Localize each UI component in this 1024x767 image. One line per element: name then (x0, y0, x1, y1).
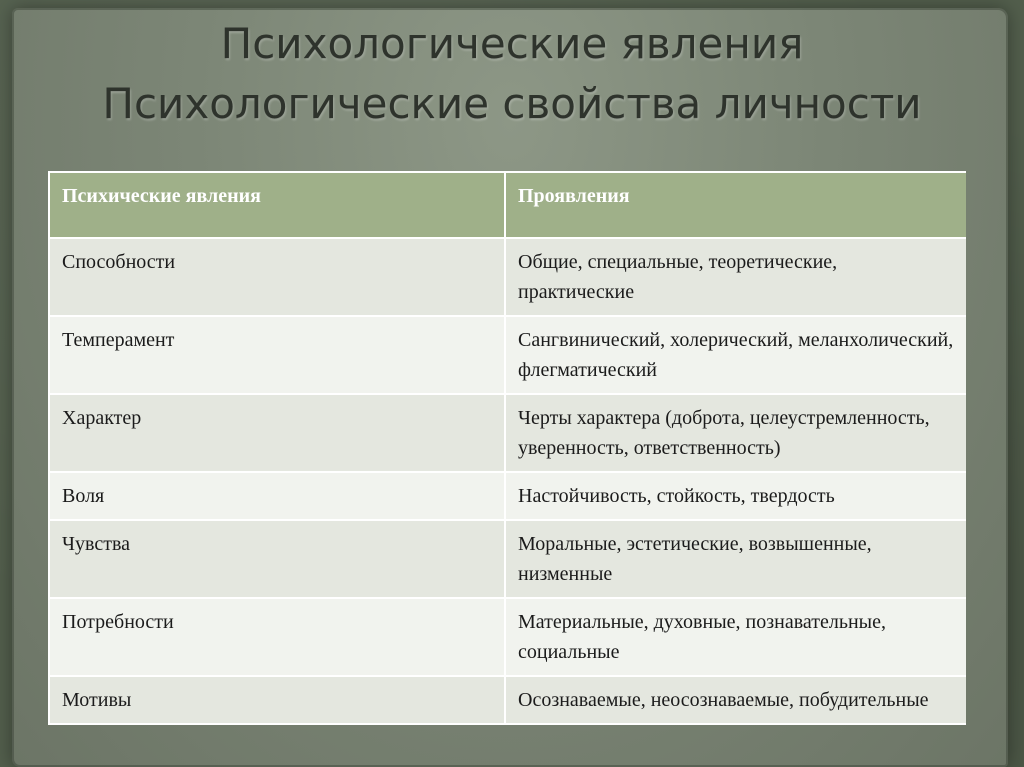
cell-phenomenon: Мотивы (49, 676, 505, 724)
cell-manifestation: Черты характера (доброта, целеустремленность, уверенность, ответственность) (505, 394, 966, 472)
header-manifestations: Проявления (505, 172, 966, 238)
table-row (49, 598, 966, 676)
phenomena-table (48, 171, 966, 725)
table-row (49, 238, 966, 316)
cell-phenomenon: Потребности (49, 598, 505, 676)
cell-phenomenon: Воля (49, 472, 505, 520)
table-row (49, 316, 966, 394)
cell-manifestation: Сангвинический, холерический, меланхолический, флегматический (505, 316, 966, 394)
cell-manifestation: Осознаваемые, неосознаваемые, побудительные (505, 676, 966, 724)
cell-manifestation: Моральные, эстетические, возвышенные, низменные (505, 520, 966, 598)
table-header-row (49, 172, 966, 238)
cell-phenomenon: Темперамент (49, 316, 505, 394)
slide-title-line-1: Психологические явления (220, 19, 804, 68)
table-row (49, 520, 966, 598)
table-container (48, 171, 966, 767)
cell-phenomenon: Способности (49, 238, 505, 316)
cell-phenomenon: Чувства (49, 520, 505, 598)
header-phenomena: Психические явления (49, 172, 505, 238)
table-row (49, 394, 966, 472)
slide-title-line-2: Психологические свойства личности (102, 79, 922, 128)
cell-manifestation: Общие, специальные, теоретические, практические (505, 238, 966, 316)
table-row (49, 676, 966, 724)
table-row (49, 472, 966, 520)
cell-manifestation: Настойчивость, стойкость, твердость (505, 472, 966, 520)
cell-manifestation: Материальные, духовные, познавательные, социальные (505, 598, 966, 676)
cell-phenomenon: Характер (49, 394, 505, 472)
